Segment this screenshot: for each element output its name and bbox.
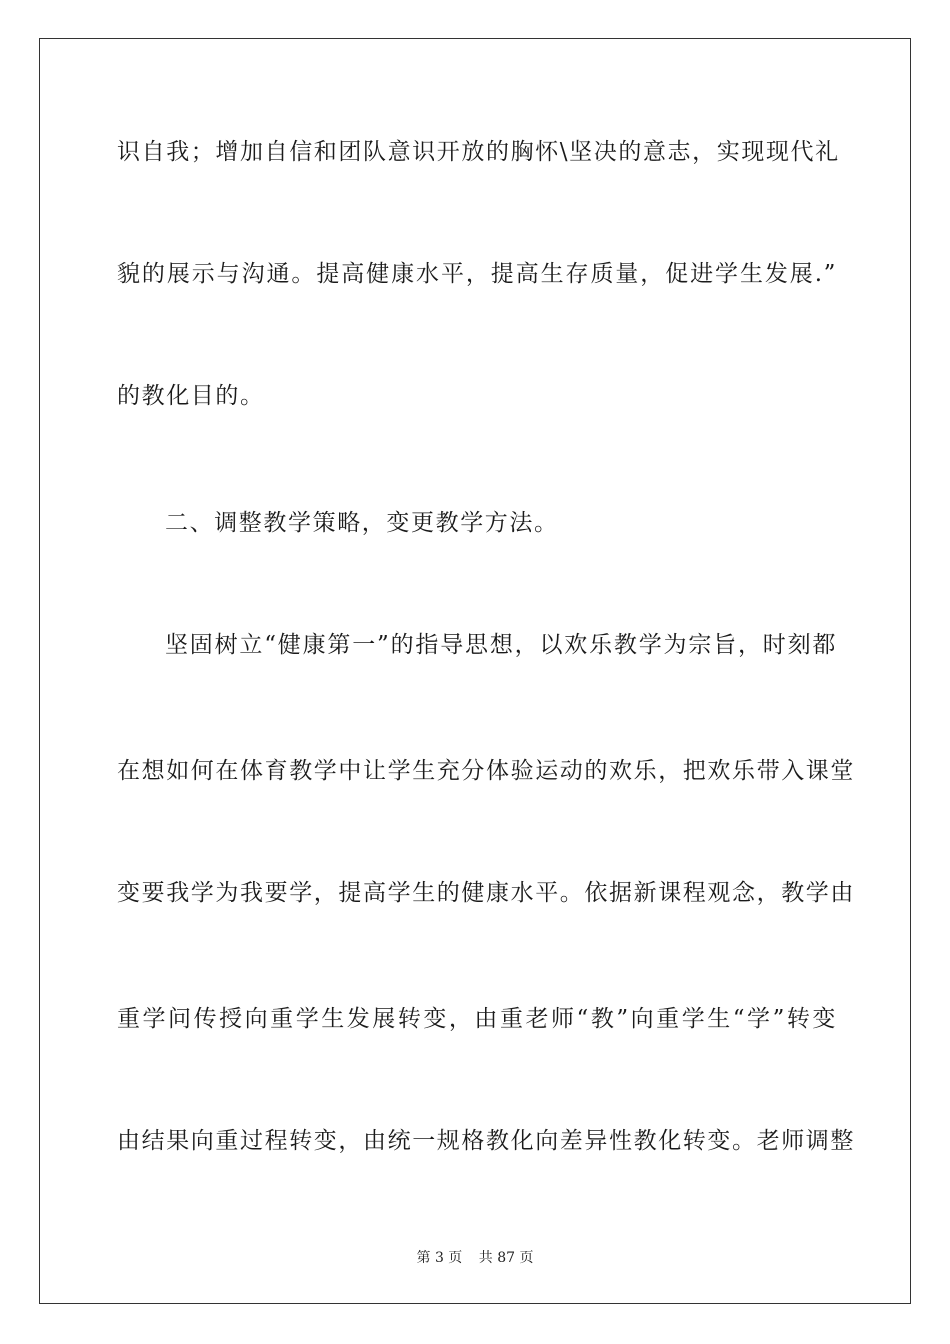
body-line: 识自我；增加自信和团队意识开放的胸怀\坚决的意志，实现现代礼 bbox=[117, 139, 840, 165]
body-line: 重学问传授向重学生发展转变，由重老师“教”向重学生“学”转变 bbox=[117, 1006, 837, 1032]
page-number: 第 3 页 bbox=[416, 1250, 463, 1266]
body-line: 貌的展示与沟通。提高健康水平，提高生存质量，促进学生发展.” bbox=[117, 261, 837, 287]
body-line: 的教化目的。 bbox=[117, 383, 265, 409]
body-line: 由结果向重过程转变，由统一规格教化向差异性教化转变。老师调整 bbox=[117, 1128, 855, 1154]
body-line: 坚固树立“健康第一”的指导思想，以欢乐教学为宗旨，时刻都 bbox=[165, 632, 837, 658]
section-heading: 二、调整教学策略，变更教学方法。 bbox=[165, 510, 559, 536]
body-line: 变要我学为我要学，提高学生的健康水平。依据新课程观念，教学由 bbox=[117, 880, 855, 906]
page-total: 共 87 页 bbox=[478, 1250, 534, 1266]
body-line: 在想如何在体育教学中让学生充分体验运动的欢乐，把欢乐带入课堂 bbox=[117, 758, 855, 784]
page-footer bbox=[0, 1248, 950, 1268]
page-border bbox=[39, 38, 911, 1304]
